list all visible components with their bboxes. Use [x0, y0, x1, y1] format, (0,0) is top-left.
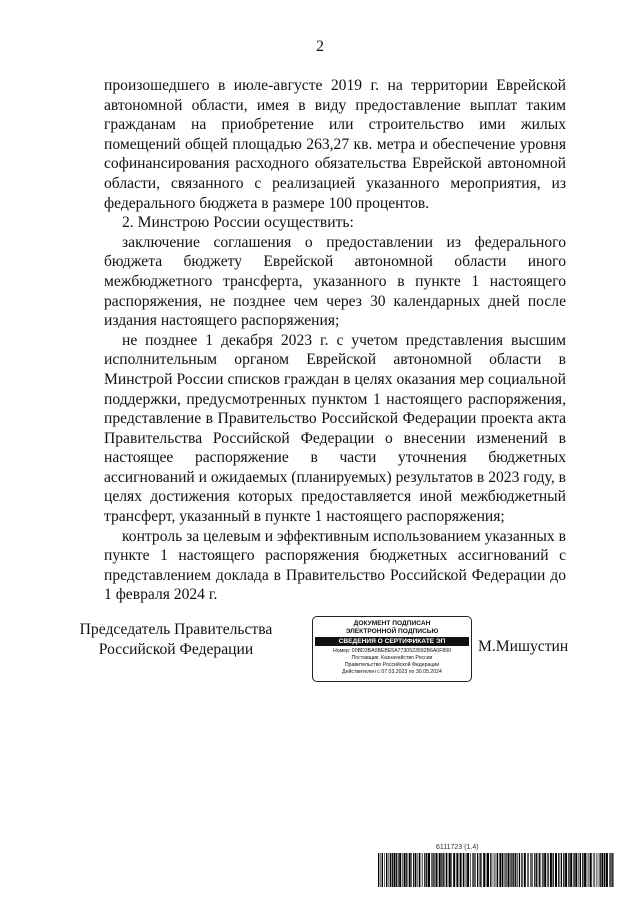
- stamp-title-line2: ЭЛЕКТРОННОЙ ПОДПИСЬЮ: [345, 628, 439, 635]
- signatory-name: М.Мишустин: [478, 638, 569, 655]
- document-body: [104, 76, 566, 605]
- signatory-position-line2: Российской Федерации: [98, 640, 254, 658]
- paragraph: произошедшего в июле-августе 2019 г. на территории Еврейской автономной области, имея в виду предоставление выплат таким гражданам на приобретение или строительство ими жилых помещений общей площадью 263,27 кв. метра и обеспечение уровня софинансирования расходного обязательства Еврейской автономной области, связанного с реализацией указанного мероприятия, из федерального бюджета в размере 100 процентов.: [104, 77, 566, 212]
- paragraph: 2. Минстрою России осуществить:: [122, 214, 354, 232]
- stamp-issuer-line2: Правительство Российской Федерации: [344, 662, 440, 668]
- stamp-title-line1: ДОКУМЕНТ ПОДПИСАН: [353, 620, 431, 627]
- stamp-validity: Действителен с 07.03.2023 по 30.05.2024: [342, 669, 442, 675]
- stamp-serial: Номер: 00BD3BA0BEBE5A7730523592B6A0F890: [332, 648, 452, 654]
- page-number: 2: [316, 38, 324, 55]
- barcode: [378, 853, 614, 887]
- paragraph: контроль за целевым и эффективным использованием указанных в пункте 1 настоящего распоряжения бюджетных ассигнований с представлением доклада в Правительство Российской Федерации до 1 февраля 2024 г.: [104, 527, 566, 604]
- signatory-position-line1: Председатель Правительства: [79, 621, 273, 638]
- document-code: 6111723 (1.4): [436, 844, 479, 851]
- stamp-issuer-line1: Поставщик: Казначейство России: [351, 655, 433, 661]
- signatory-position: [76, 620, 276, 659]
- paragraph: заключение соглашения о предоставлении из федерального бюджета бюджету Еврейской автономной области иного межбюджетного трансферта, указанного в пункте 1 настоящего распоряжения, не позднее чем через 30 календарных дней после издания настоящего распоряжения;: [104, 233, 566, 330]
- paragraph: не позднее 1 декабря 2023 г. с учетом представления высшим исполнительным органом Еврейской автономной области в Минстрой России списков граждан в целях оказания мер социальной поддержки, предусмотренных пунктом 1 настоящего распоряжения, представление в Правительство Российской Федерации проекта акта Правительства Российской Федерации о внесении изменений в настоящее распоряжение в части уточнения бюджетных ассигнований и ожидаемых (планируемых) результатов в 2023 году, в целях достижения которых предоставляется иной межбюджетный трансферт, указанный в пункте 1 настоящего распоряжения;: [104, 331, 566, 526]
- electronic-signature-stamp: [312, 616, 472, 682]
- stamp-certificate-header: СВЕДЕНИЯ О СЕРТИФИКАТЕ ЭП: [315, 637, 469, 646]
